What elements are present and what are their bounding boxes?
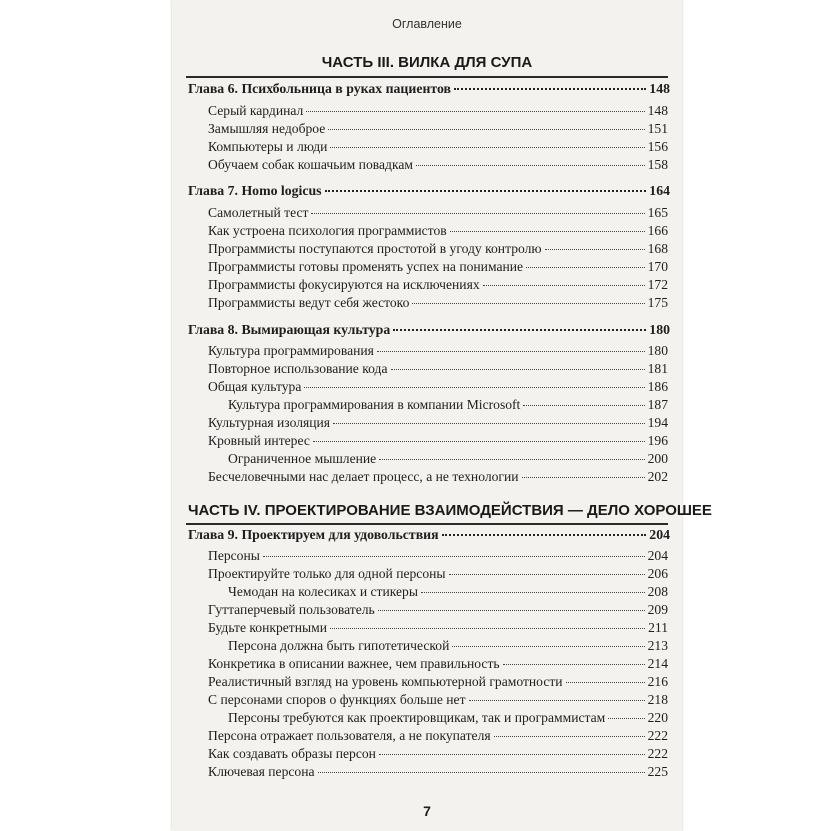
- page-ref: 209: [647, 602, 668, 617]
- leader-dots: [469, 700, 645, 701]
- entry-title: Как устроена психология программистов: [208, 223, 447, 238]
- leader-dots: [330, 147, 644, 148]
- leader-dots: [333, 423, 645, 424]
- page-ref: 225: [647, 764, 668, 779]
- page-ref: 196: [647, 433, 668, 448]
- entry-title: С персонами споров о функциях больше нет: [208, 692, 466, 707]
- toc-entry[interactable]: [208, 745, 668, 763]
- page-ref: 222: [647, 728, 668, 743]
- toc-entry[interactable]: [208, 294, 668, 312]
- page-ref: 194: [647, 415, 668, 430]
- entry-title: Ограниченное мышление: [228, 451, 377, 466]
- entry-title: Замышляя недоброе: [208, 121, 326, 136]
- toc-entry[interactable]: [208, 102, 668, 120]
- toc-subentry[interactable]: [228, 583, 668, 601]
- entry-title: Культура программирования в компании Microsoft: [228, 397, 521, 412]
- entry-title: Гуттаперчевый пользователь: [208, 602, 375, 617]
- entry-title: Чемодан на колесиках и стикеры: [228, 584, 418, 599]
- toc-entry[interactable]: [208, 276, 668, 294]
- toc-entry[interactable]: [208, 378, 668, 396]
- page-ref: 206: [647, 566, 668, 581]
- leader-dots: [450, 231, 645, 232]
- leader-dots: [421, 592, 645, 593]
- toc-entry[interactable]: [208, 156, 668, 174]
- page-ref: 216: [647, 674, 668, 689]
- toc-chapter-6[interactable]: [188, 80, 670, 98]
- page-number: 7: [423, 803, 431, 819]
- toc-subentry[interactable]: [228, 396, 668, 414]
- page-ref: 175: [647, 295, 668, 310]
- entry-title: Как создавать образы персон: [208, 746, 376, 761]
- toc-entry[interactable]: [208, 432, 668, 450]
- page-ref: 168: [647, 241, 668, 256]
- leader-dots: [526, 267, 645, 268]
- toc-entry[interactable]: [208, 565, 668, 583]
- leader-dots: [325, 190, 647, 192]
- entry-title: Кровный интерес: [208, 433, 310, 448]
- page-ref: 204: [647, 548, 668, 563]
- leader-dots: [377, 351, 645, 352]
- page-ref: 208: [647, 584, 668, 599]
- leader-dots: [523, 405, 644, 406]
- entry-title: Персоны: [208, 548, 260, 563]
- entry-title: Реалистичный взгляд на уровень компьютерной грамотности: [208, 674, 563, 689]
- page-ref: 165: [647, 205, 668, 220]
- toc-subentry[interactable]: [228, 450, 668, 468]
- toc-entry[interactable]: [208, 258, 668, 276]
- leader-dots: [483, 285, 645, 286]
- leader-dots: [452, 646, 644, 647]
- leader-dots: [503, 664, 645, 665]
- toc-entry[interactable]: [208, 601, 668, 619]
- leader-dots: [494, 736, 645, 737]
- page-ref: 172: [647, 277, 668, 292]
- entry-title: Программисты поступаются простотой в угоду контролю: [208, 241, 542, 256]
- toc-entry[interactable]: [208, 691, 668, 709]
- entry-title: Повторное использование кода: [208, 361, 388, 376]
- page-ref: 170: [647, 259, 668, 274]
- entry-title: Программисты ведут себя жестоко: [208, 295, 410, 310]
- running-head: Оглавление: [392, 17, 462, 31]
- toc-entry[interactable]: [208, 222, 668, 240]
- leader-dots: [442, 534, 647, 536]
- entry-title: Бесчеловечными нас делает процесс, а не технологии: [208, 469, 519, 484]
- page-ref: 220: [647, 710, 668, 725]
- leader-dots: [412, 303, 644, 304]
- toc-entry[interactable]: [208, 240, 668, 258]
- toc-subentry[interactable]: [228, 709, 668, 727]
- leader-dots: [608, 718, 644, 719]
- part-divider: [186, 523, 668, 525]
- page-ref: 204: [649, 527, 670, 542]
- leader-dots: [391, 369, 645, 370]
- toc-entry[interactable]: [208, 138, 668, 156]
- page-ref: 180: [647, 343, 668, 358]
- toc-entry[interactable]: [208, 763, 668, 781]
- page-ref: 166: [647, 223, 668, 238]
- page-ref: 181: [647, 361, 668, 376]
- leader-dots: [304, 387, 644, 388]
- leader-dots: [416, 165, 645, 166]
- entry-title: Персона должна быть гипотетической: [228, 638, 450, 653]
- toc-entry[interactable]: [208, 342, 668, 360]
- page-ref: 187: [647, 397, 668, 412]
- entry-title: Будьте конкретными: [208, 620, 328, 635]
- page-ref: 218: [647, 692, 668, 707]
- leader-dots: [393, 329, 646, 331]
- toc-entry[interactable]: [208, 673, 668, 691]
- chapter-title: Глава 7. Homo logicus: [188, 183, 322, 198]
- toc-subentry[interactable]: [228, 637, 668, 655]
- entry-title: Общая культура: [208, 379, 302, 394]
- leader-dots: [330, 628, 645, 629]
- part-divider: [186, 76, 668, 78]
- chapter-title: Глава 6. Психбольница в руках пациентов: [188, 81, 451, 96]
- leader-dots: [379, 459, 644, 460]
- part-title-4: ЧАСТЬ IV. ПРОЕКТИРОВАНИЕ ВЗАИМОДЕЙСТВИЯ — ДЕЛО ХОРОШЕЕ: [188, 502, 712, 519]
- toc-entry[interactable]: [208, 655, 668, 673]
- entry-title: Культура программирования: [208, 343, 374, 358]
- page-ref: 148: [647, 103, 668, 118]
- leader-dots: [566, 682, 645, 683]
- entry-title: Программисты фокусируются на исключениях: [208, 277, 480, 292]
- leader-dots: [263, 556, 645, 557]
- page-ref: 164: [649, 183, 670, 198]
- entry-title: Персона отражает пользователя, а не покупателя: [208, 728, 491, 743]
- toc-chapter-8[interactable]: [188, 321, 670, 339]
- page-ref: 214: [647, 656, 668, 671]
- entry-title: Проектируйте только для одной персоны: [208, 566, 446, 581]
- toc-entry[interactable]: [208, 619, 668, 637]
- entry-title: Культурная изоляция: [208, 415, 331, 430]
- page-ref: 148: [649, 81, 670, 96]
- toc-entry[interactable]: [208, 360, 668, 378]
- toc-entry[interactable]: [208, 547, 668, 565]
- entry-title: Компьютеры и люди: [208, 139, 328, 154]
- entry-title: Самолетный тест: [208, 205, 309, 220]
- entry-title: Конкретика в описании важнее, чем правильность: [208, 656, 500, 671]
- chapter-title: Глава 8. Вымирающая культура: [188, 322, 391, 337]
- page-ref: 186: [647, 379, 668, 394]
- toc-chapter-9[interactable]: [188, 526, 670, 544]
- entry-title: Ключевая персона: [208, 764, 315, 779]
- chapter-title: Глава 9. Проектируем для удовольствия: [188, 527, 439, 542]
- page-ref: 156: [647, 139, 668, 154]
- page-ref: 180: [649, 322, 670, 337]
- entry-title: Персоны требуются как проектировщикам, так и программистам: [228, 710, 606, 725]
- toc-chapter-7[interactable]: [188, 182, 670, 200]
- leader-dots: [306, 111, 644, 112]
- leader-dots: [522, 477, 645, 478]
- toc-entry[interactable]: [208, 414, 668, 432]
- toc-entry[interactable]: [208, 468, 668, 486]
- page-ref: 151: [647, 121, 668, 136]
- leader-dots: [318, 772, 645, 773]
- leader-dots: [328, 129, 644, 130]
- entry-title: Обучаем собак кошачьим повадкам: [208, 157, 413, 172]
- page-ref: 222: [647, 746, 668, 761]
- page-ref: 200: [647, 451, 668, 466]
- part-title-3: ЧАСТЬ III. ВИЛКА ДЛЯ СУПА: [321, 54, 533, 71]
- toc-entry[interactable]: [208, 120, 668, 138]
- book-page: [172, 0, 712, 831]
- leader-dots: [313, 441, 645, 442]
- leader-dots: [379, 754, 645, 755]
- entry-title: Серый кардинал: [208, 103, 304, 118]
- toc-entry[interactable]: [208, 727, 668, 745]
- page-ref: 202: [647, 469, 668, 484]
- leader-dots: [545, 249, 645, 250]
- leader-dots: [378, 610, 645, 611]
- page-ref: 213: [647, 638, 668, 653]
- page-ref: 158: [647, 157, 668, 172]
- entry-title: Программисты готовы променять успех на понимание: [208, 259, 524, 274]
- leader-dots: [454, 88, 646, 90]
- page-ref: 211: [648, 620, 668, 635]
- toc-entry[interactable]: [208, 204, 668, 222]
- leader-dots: [311, 213, 644, 214]
- leader-dots: [449, 574, 645, 575]
